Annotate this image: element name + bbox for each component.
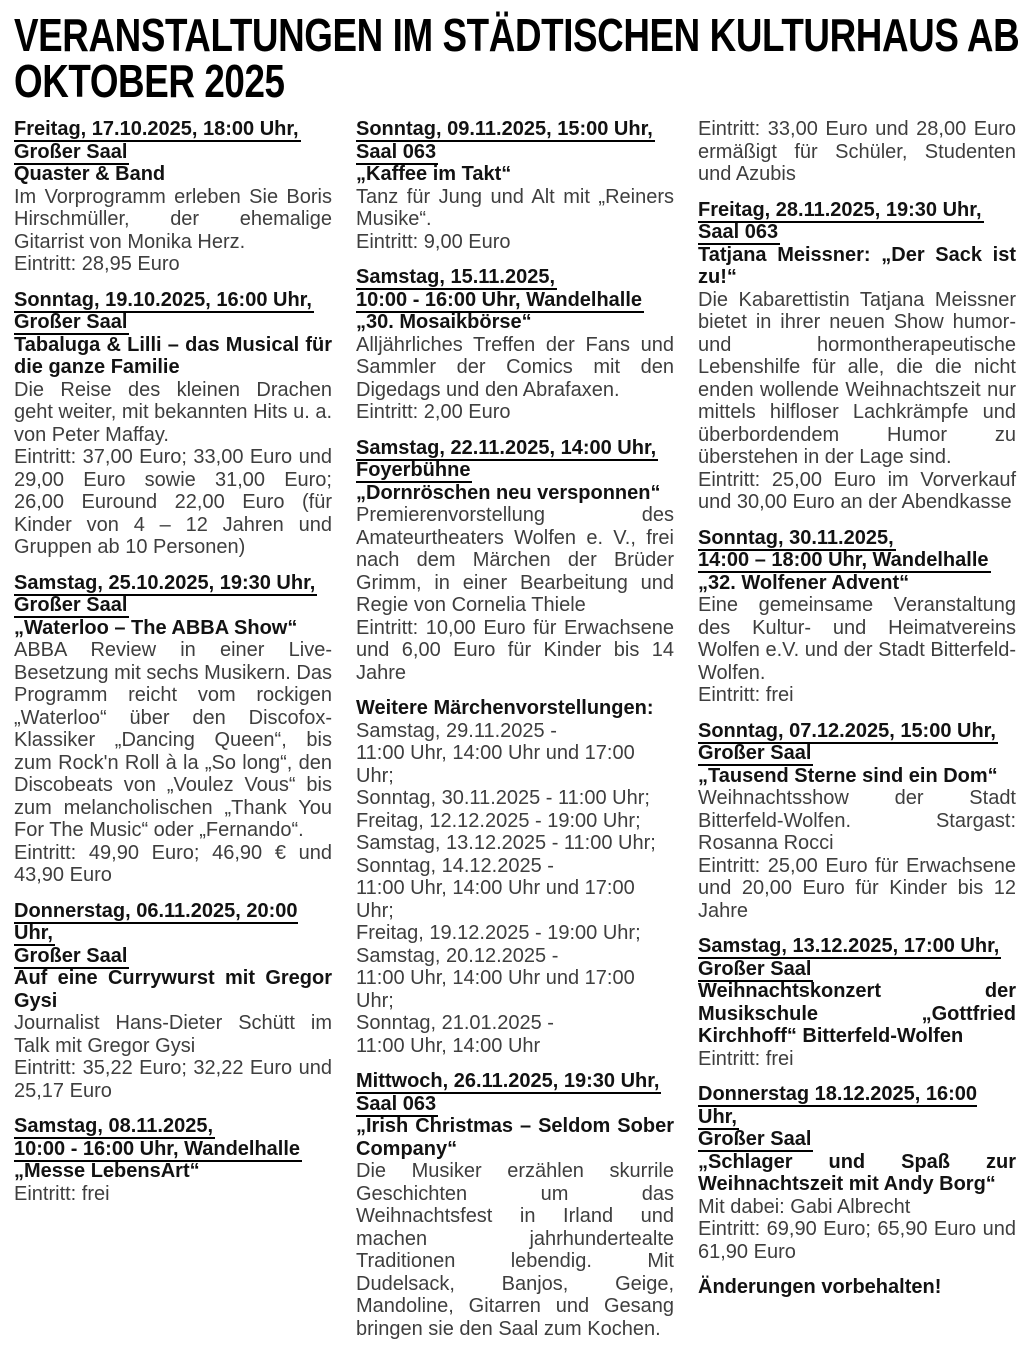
event-date-line	[14, 572, 332, 595]
event-date-text: Samstag, 22.11.2025, 14:00 Uhr,	[356, 436, 657, 459]
schedule-line: 11:00 Uhr, 14:00 Uhr und 17:00 Uhr;	[356, 742, 635, 787]
event-date-text: Saal 063	[356, 1092, 437, 1115]
event-block	[356, 437, 674, 685]
schedule-line: Samstag, 29.11.2025 -	[356, 719, 557, 742]
event-block	[14, 289, 332, 559]
event-date-text: Großer Saal	[14, 594, 128, 616]
event-paragraph: Journalist Hans-Dieter Schütt im Talk mit Gregor Gysi	[14, 1012, 332, 1057]
event-paragraph: Mit dabei: Gabi Albrecht	[698, 1195, 911, 1218]
event-date-line	[698, 527, 1016, 550]
event-date-line	[356, 141, 674, 164]
event-date-line	[14, 594, 332, 617]
event-paragraph: Eintritt: 25,00 Euro für Erwachsene und 20,00 Euro für Kinder bis 12 Jahre	[698, 854, 1016, 922]
event-date-text: 10:00 - 16:00 Uhr, Wandelhalle	[356, 288, 643, 311]
event-title: „32. Wolfener Advent“	[698, 571, 910, 594]
event-date-line	[14, 945, 332, 968]
event-date-text: Sonntag, 07.12.2025, 15:00 Uhr,	[698, 719, 996, 742]
schedule-line: 11:00 Uhr, 14:00 Uhr	[356, 1034, 541, 1057]
event-paragraph: Alljährliches Treffen der Fans und Sammler der Comics mit den Digedags und den Abrafaxen.	[356, 333, 674, 401]
event-date-text: Samstag, 08.11.2025,	[14, 1115, 214, 1137]
event-date-text: Samstag, 15.11.2025,	[356, 266, 556, 288]
event-title: „Tausend Sterne sind ein Dom“	[698, 764, 998, 787]
event-date-line	[698, 549, 1016, 572]
event-paragraph: Eintritt: 33,00 Euro und 28,00 Euro ermäßigt für Schüler, Studenten und Azubis	[698, 118, 1016, 185]
event-date-line	[356, 1093, 674, 1116]
event-paragraph: Eintritt: 2,00 Euro	[356, 401, 511, 423]
event-block	[356, 266, 674, 424]
event-block	[698, 1276, 1016, 1299]
event-title: „Kaffee im Takt“	[356, 163, 512, 185]
event-date-line	[356, 1070, 674, 1093]
event-date-line	[356, 437, 674, 460]
event-title: „Waterloo – The ABBA Show“	[14, 616, 298, 639]
event-date-text: Großer Saal	[14, 311, 128, 333]
event-date-line	[14, 311, 332, 334]
column-2	[356, 118, 674, 1353]
event-date-text: Freitag, 17.10.2025, 18:00 Uhr,	[14, 118, 299, 140]
event-date-line	[14, 900, 332, 945]
event-date-text: Samstag, 25.10.2025, 19:30 Uhr,	[14, 571, 316, 594]
event-date-line	[698, 221, 1016, 244]
event-block	[356, 118, 674, 253]
event-date-text: Großer Saal	[698, 957, 812, 980]
schedule-line: Sonntag, 14.12.2025 -	[356, 854, 554, 877]
event-date-text: Sonntag, 19.10.2025, 16:00 Uhr,	[14, 288, 312, 311]
event-paragraph: Eintritt: 69,90 Euro; 65,90 Euro und 61,90 Euro	[698, 1218, 1016, 1263]
event-date-line	[698, 742, 1016, 765]
event-title: „Messe LebensArt“	[14, 1160, 200, 1182]
page-title-line-1: VERANSTALTUNGEN IM STÄDTISCHEN KULTURHAUS AB	[14, 9, 1020, 61]
page-title	[14, 9, 1020, 107]
event-paragraph: Eintritt: 25,00 Euro im Vorverkauf und 30,00 Euro an der Abendkasse	[698, 468, 1016, 513]
event-date-text: Freitag, 28.11.2025, 19:30 Uhr,	[698, 198, 982, 221]
event-block	[698, 118, 1016, 186]
event-title: „Schlager und Spaß zur Weihnachtszeit mit Andy Borg“	[698, 1150, 1016, 1195]
event-paragraph: Premierenvorstellung des Amateurtheaters Wolfen e. V., frei nach dem Märchen der Brüder Grimm, in einer Bearbeitung und Regie von Cornelia Thiele	[356, 504, 674, 616]
schedule-line: 11:00 Uhr, 14:00 Uhr und 17:00 Uhr;	[356, 967, 635, 1012]
event-date-text: Sonntag, 30.11.2025,	[698, 526, 894, 549]
event-paragraph: Eintritt: frei	[14, 1182, 110, 1205]
event-date-line	[356, 118, 674, 141]
event-date-text: Samstag, 13.12.2025, 17:00 Uhr,	[698, 935, 1000, 957]
event-paragraph: Die Kabarettistin Tatjana Meissner bietet in ihrer neuen Show humor- und hormontherapeutische Lebenshilfe für alle, die die nicht enden wollende Weihnachtszeit nur mittels hilfloser Lachkrämpfe und überbordendem Humor zu überstehen in der Lage sind.	[698, 288, 1016, 468]
schedule-line: Sonntag, 30.11.2025 - 11:00 Uhr;	[356, 787, 650, 809]
schedule-line: Freitag, 19.12.2025 - 19:00 Uhr;	[356, 922, 641, 944]
event-title: Quaster & Band	[14, 163, 166, 185]
event-paragraph: Eintritt: 9,00 Euro	[356, 230, 511, 253]
event-block	[698, 720, 1016, 923]
event-paragraph: Im Vorprogramm erleben Sie Boris Hirschmüller, der ehemalige Gitarrist von Monika Herz.	[14, 185, 332, 253]
event-paragraph: Eintritt: 10,00 Euro für Erwachsene und 6,00 Euro für Kinder bis 14 Jahre	[356, 616, 674, 684]
event-block	[356, 697, 674, 1057]
event-date-text: Foyerbühne	[356, 459, 471, 481]
event-date-text: Sonntag, 09.11.2025, 15:00 Uhr,	[356, 118, 653, 140]
event-date-line	[698, 1128, 1016, 1151]
event-date-text: Großer Saal	[14, 944, 128, 967]
schedule-line: Samstag, 20.12.2025 -	[356, 944, 559, 967]
schedule-line: Samstag, 13.12.2025 - 11:00 Uhr;	[356, 832, 656, 854]
column-3	[698, 118, 1016, 1312]
event-date-text: Großer Saal	[698, 742, 812, 764]
event-paragraph: Tanz für Jung und Alt mit „Reiners Musike“.	[356, 185, 674, 230]
event-title: „30. Mosaikbörse“	[356, 311, 532, 333]
event-paragraph: ABBA Review in einer Live-Besetzung mit sechs Musikern. Das Programm reicht vom rockigen „Waterloo“ über den Discofox-Klassiker „Dancing Queen“, bis zum Rock'n Roll à la „So long“, den Discobeats von „Voulez Vous“ bis zum melancholischen „Thank You For The Music“ oder „Fernando“.	[14, 639, 332, 841]
event-title: „Dornröschen neu versponnen“	[356, 481, 661, 504]
event-date-text: Donnerstag, 06.11.2025, 20:00 Uhr,	[14, 899, 298, 944]
event-date-text: Saal 063	[698, 221, 779, 243]
event-block	[14, 572, 332, 887]
event-columns	[14, 118, 1016, 1353]
event-title: Tatjana Meissner: „Der Sack ist zu!“	[698, 243, 1016, 288]
event-date-line	[698, 958, 1016, 981]
event-date-line	[14, 1115, 332, 1138]
event-date-line	[14, 141, 332, 164]
event-block	[14, 1115, 332, 1205]
event-block	[698, 199, 1016, 514]
event-paragraph: Eintritt: 49,90 Euro; 46,90 € und 43,90 Euro	[14, 841, 332, 886]
event-paragraph: Weihnachtsshow der Stadt Bitterfeld-Wolfen. Stargast: Rosanna Rocci	[698, 787, 1016, 854]
event-date-line	[14, 118, 332, 141]
event-paragraph: Die Reise des kleinen Drachen geht weiter, mit bekannten Hits u. a. von Peter Maffay.	[14, 378, 332, 446]
event-date-text: Saal 063	[356, 140, 437, 163]
event-date-text: Großer Saal	[14, 140, 128, 163]
event-block	[14, 118, 332, 276]
event-block	[698, 527, 1016, 707]
event-date-line	[356, 289, 674, 312]
event-date-text: 14:00 – 18:00 Uhr, Wandelhalle	[698, 549, 989, 571]
schedule-line: Sonntag, 21.01.2025 -	[356, 1012, 554, 1034]
event-date-line	[14, 1138, 332, 1161]
column-1	[14, 118, 332, 1218]
event-block	[356, 1070, 674, 1340]
event-title: Auf eine Currywurst mit Gregor Gysi	[14, 967, 332, 1012]
event-paragraph: Eintritt: 35,22 Euro; 32,22 Euro und 25,17 Euro	[14, 1057, 332, 1102]
event-title: „Irish Christmas – Seldom Sober Company“	[356, 1115, 674, 1160]
event-title: Weitere Märchenvorstellungen:	[356, 697, 654, 719]
event-date-line	[698, 199, 1016, 222]
event-date-line	[698, 720, 1016, 743]
event-date-line	[356, 266, 674, 289]
schedule-line: 11:00 Uhr, 14:00 Uhr und 17:00 Uhr;	[356, 877, 635, 922]
event-date-line	[356, 459, 674, 482]
event-date-text: Donnerstag 18.12.2025, 16:00 Uhr,	[698, 1083, 978, 1128]
event-block	[698, 1083, 1016, 1263]
event-block	[698, 935, 1016, 1070]
event-date-text: Großer Saal	[698, 1128, 812, 1150]
event-date-line	[698, 1083, 1016, 1128]
event-title: Änderungen vorbehalten!	[698, 1276, 942, 1298]
page-title-line-2: OKTOBER 2025	[14, 55, 285, 107]
event-date-text: 10:00 - 16:00 Uhr, Wandelhalle	[14, 1137, 301, 1160]
schedule-line: Freitag, 12.12.2025 - 19:00 Uhr;	[356, 809, 641, 832]
event-title: Weihnachtskonzert der Musikschule „Gottfried Kirchhoff“ Bitterfeld-Wolfen	[698, 980, 1016, 1047]
event-paragraph: Eintritt: 37,00 Euro; 33,00 Euro und 29,00 Euro sowie 31,00 Euro; 26,00 Euround 22,00 Euro (für Kinder von 4 – 12 Jahren und Gruppen ab 10 Personen)	[14, 446, 332, 558]
event-paragraph: Eine gemeinsame Veranstaltung des Kultur- und Heimatvereins Wolfen e.V. und der Stadt Bitterfeld-Wolfen.	[698, 594, 1016, 684]
event-date-text: Mittwoch, 26.11.2025, 19:30 Uhr,	[356, 1070, 660, 1092]
event-paragraph: Die Musiker erzählen skurrile Geschichten um das Weihnachtsfest in Irland und machen jahrhundertealte Traditionen lebendig. Mit Dudelsack, Banjos, Geige, Mandoline, Gitarren und Gesang bringen sie den Saal zum Kochen.	[356, 1160, 674, 1340]
event-paragraph: Eintritt: frei	[698, 1047, 794, 1070]
event-title: Tabaluga & Lilli – das Musical für die ganze Familie	[14, 333, 332, 378]
event-date-line	[14, 289, 332, 312]
event-paragraph: Eintritt: frei	[698, 684, 794, 706]
event-paragraph: Eintritt: 28,95 Euro	[14, 253, 180, 275]
event-date-line	[698, 935, 1016, 958]
event-block	[14, 900, 332, 1103]
